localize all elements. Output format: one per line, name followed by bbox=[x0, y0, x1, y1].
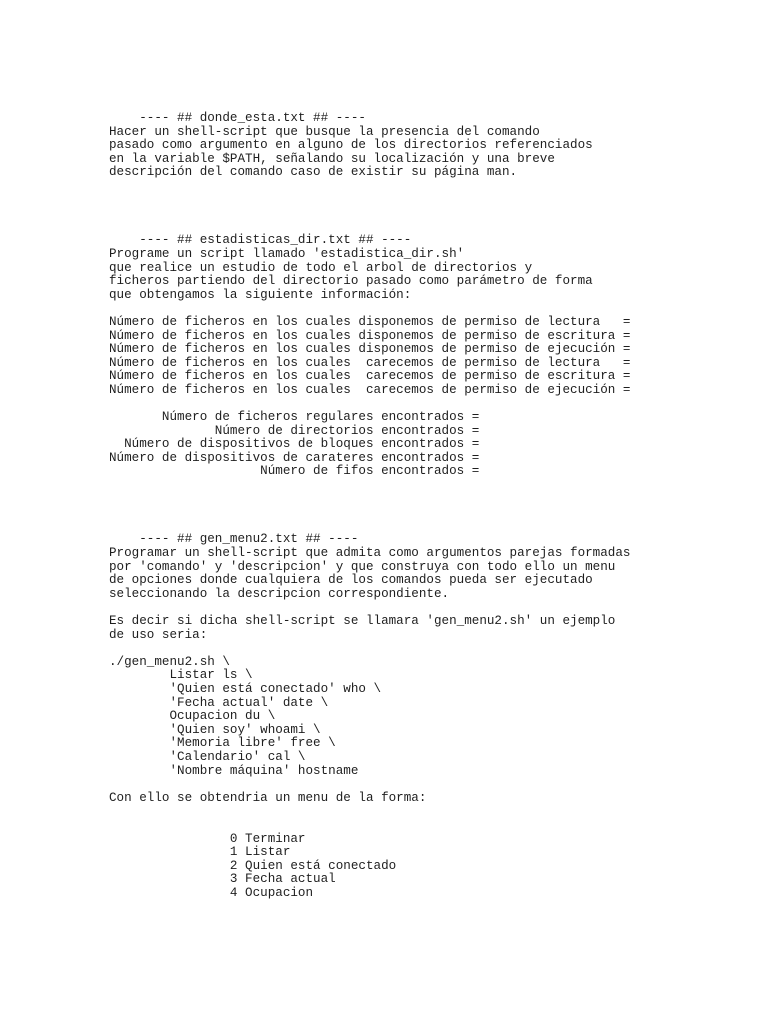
section-heading-estadisticas-dir: ---- ## estadisticas_dir.txt ## ---- bbox=[109, 233, 412, 248]
text-line: Programar un shell-script que admita como argumentos parejas formadas bbox=[109, 546, 631, 561]
menu-item: 1 Listar bbox=[109, 845, 291, 860]
text-line: que realice un estudio de todo el arbol de directorios y bbox=[109, 260, 533, 275]
menu-item: 4 Ocupacion bbox=[109, 885, 314, 900]
code-line: Ocupacion du \ bbox=[109, 709, 276, 724]
menu-item: 3 Fecha actual bbox=[109, 872, 336, 887]
count-line: Número de ficheros regulares encontrados = bbox=[109, 410, 480, 425]
code-line: 'Calendario' cal \ bbox=[109, 749, 306, 764]
permissions-line: Número de ficheros en los cuales carecemos de permiso de escritura = bbox=[109, 369, 631, 384]
count-line: Número de dispositivos de carateres encontrados = bbox=[109, 450, 480, 465]
code-line: 'Memoria libre' free \ bbox=[109, 736, 336, 751]
count-line: Número de fifos encontrados = bbox=[109, 464, 480, 479]
code-line: Listar ls \ bbox=[109, 668, 253, 683]
text-line: por 'comando' y 'descripcion' y que construya con todo ello un menu bbox=[109, 559, 616, 574]
menu-item: 0 Terminar bbox=[109, 831, 306, 846]
code-line: 'Nombre máquina' hostname bbox=[109, 763, 359, 778]
section-heading-donde-esta: ---- ## donde_esta.txt ## ---- bbox=[109, 111, 366, 125]
code-line: 'Fecha actual' date \ bbox=[109, 695, 329, 710]
permissions-line: Número de ficheros en los cuales carecemos de permiso de ejecución = bbox=[109, 382, 631, 397]
text-line: Hacer un shell-script que busque la presencia del comando bbox=[109, 124, 540, 139]
text-line: de opciones donde cualquiera de los comandos pueda ser ejecutado bbox=[109, 573, 593, 588]
code-line: 'Quien está conectado' who \ bbox=[109, 681, 382, 696]
document-page bbox=[109, 112, 630, 900]
permissions-line: Número de ficheros en los cuales disponemos de permiso de ejecución = bbox=[109, 342, 631, 357]
text-line: ficheros partiendo del directorio pasado como parámetro de forma bbox=[109, 274, 593, 289]
text-line: de uso seria: bbox=[109, 627, 208, 642]
text-line: descripción del comando caso de existir su página man. bbox=[109, 165, 518, 180]
permissions-line: Número de ficheros en los cuales carecemos de permiso de lectura = bbox=[109, 355, 631, 370]
count-line: Número de directorios encontrados = bbox=[109, 423, 480, 438]
text-line: Programe un script llamado 'estadistica_dir.sh' bbox=[109, 246, 465, 261]
menu-item: 2 Quien está conectado bbox=[109, 858, 397, 873]
permissions-line: Número de ficheros en los cuales disponemos de permiso de escritura = bbox=[109, 328, 631, 343]
text-line: Es decir si dicha shell-script se llamara 'gen_menu2.sh' un ejemplo bbox=[109, 614, 616, 628]
text-line: que obtengamos la siguiente información: bbox=[109, 287, 412, 302]
text-line: seleccionando la descripcion correspondiente. bbox=[109, 586, 450, 601]
code-line: ./gen_menu2.sh \ bbox=[109, 654, 230, 669]
text-line: pasado como argumento en alguno de los directorios referenciados bbox=[109, 138, 593, 153]
text-line: en la variable $PATH, señalando su localización y una breve bbox=[109, 151, 555, 166]
code-line: 'Quien soy' whoami \ bbox=[109, 722, 321, 737]
section-heading-gen-menu2: ---- ## gen_menu2.txt ## ---- bbox=[109, 532, 359, 547]
count-line: Número de dispositivos de bloques encontrados = bbox=[109, 437, 480, 452]
text-line: Con ello se obtendria un menu de la forma: bbox=[109, 790, 427, 805]
permissions-line: Número de ficheros en los cuales disponemos de permiso de lectura = bbox=[109, 314, 631, 329]
